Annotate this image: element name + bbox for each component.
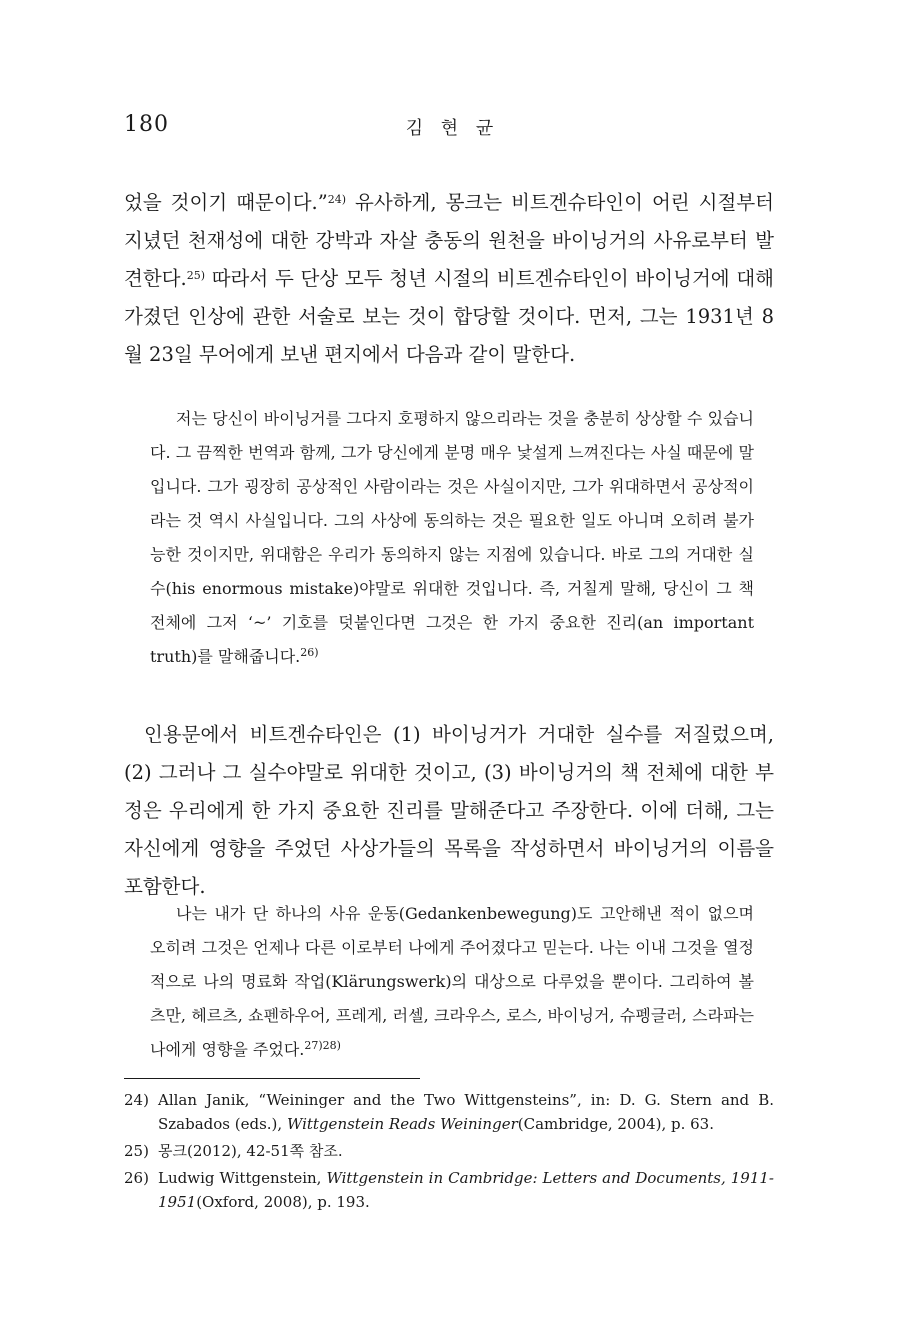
footnote-ref-25[interactable]: 25) bbox=[186, 269, 206, 282]
footnote-text: (Oxford, 2008), p. 193. bbox=[196, 1193, 370, 1211]
footnote-number: 24) bbox=[124, 1091, 149, 1109]
page-number: 180 bbox=[124, 112, 169, 137]
paragraph-text: 었을 것이기 때문이다.” bbox=[124, 191, 328, 214]
footnote-25 bbox=[124, 1139, 774, 1163]
footnote-number: 26) bbox=[124, 1169, 149, 1187]
footnote-text: Allan Janik, “Weininger and the Two Wittgensteins”, in: D. G. Stern and B. Szabados (eds.), bbox=[158, 1091, 774, 1133]
footnote-title: Wittgenstein in Cambridge: Letters and Documents, 1911-1951 bbox=[158, 1169, 774, 1211]
footnote-text: 몽크(2012), 42-51쪽 참조. bbox=[158, 1142, 343, 1160]
paragraph-text: 유사하게, 몽크는 비트겐슈타인이 어린 시절부터 지녔던 천재성에 대한 강박과 자살 충동의 원천을 바이닝거의 사유로부터 발견한다. bbox=[124, 191, 774, 290]
block-quote bbox=[150, 402, 754, 674]
footnote-title: Wittgenstein Reads Weininger bbox=[286, 1115, 518, 1133]
body-paragraph bbox=[124, 184, 774, 374]
quote-text: 저는 당신이 바이닝거를 그다지 호평하지 않으리라는 것을 충분히 상상할 수 있습니다. 그 끔찍한 번역과 함께, 그가 당신에게 분명 매우 낯설게 느껴진다는 사실 때문에 말입니다. 그가 굉장히 공상적인 사람이라는 것은 사실이지만, 그가 위대하면서 공상적이라는 것 역시 사실입니다. 그의 사상에 동의하는 것은 필요한 일도 아니며 오히려 불가능한 것이지만, 위대함은 우리가 동의하지 않는 지점에 있습니다. 바로 그의 거대한 실수(his enormous mistake)야말로 위대한 것입니다. 즉, 거칠게 말해, 당신이 그 책 전체에 그저 ‘~’ 기호를 덧붙인다면 그것은 한 가지 중요한 진리(an important truth)를 말해줍니다. bbox=[150, 409, 754, 666]
body-paragraph: 인용문에서 비트겐슈타인은 (1) 바이닝거가 거대한 실수를 저질렀으며, (2) 그러나 그 실수야말로 위대한 것이고, (3) 바이닝거의 책 전체에 대한 부정은 우리에게 한 가지 중요한 진리를 말해준다고 주장한다. 이에 더해, 그는 자신에게 영향을 주었던 사상가들의 목록을 작성하면서 바이닝거의 이름을 포함한다. bbox=[124, 723, 774, 898]
footnote-ref-26[interactable]: 26) bbox=[300, 646, 319, 659]
paragraph-text: 따라서 두 단상 모두 청년 시절의 비트겐슈타인이 바이닝거에 대해 가졌던 인상에 관한 서술로 보는 것이 합당할 것이다. 먼저, 그는 1931년 8월 23일 무어에게 보낸 편지에서 다음과 같이 말한다. bbox=[124, 267, 774, 366]
footnotes bbox=[124, 1088, 774, 1217]
footnote-number: 25) bbox=[124, 1142, 149, 1160]
footnote-26 bbox=[124, 1166, 774, 1214]
footnote-ref-27-28[interactable]: 27)28) bbox=[304, 1039, 341, 1052]
footnote-ref-24[interactable]: 24) bbox=[327, 193, 347, 206]
running-head: 김 현 균 bbox=[405, 118, 500, 139]
block-quote bbox=[150, 897, 754, 1067]
quote-text: 나는 내가 단 하나의 사유 운동(Gedankenbewegung)도 고안해낸 적이 없으며 오히려 그것은 언제나 다른 이로부터 나에게 주어졌다고 믿는다. 나는 이내 그것을 열정적으로 나의 명료화 작업(Klärungswerk)의 대상으로 다루었을 뿐이다. 그리하여 볼츠만, 헤르츠, 쇼펜하우어, 프레게, 러셀, 크라우스, 로스, 바이닝거, 슈펭글러, 스라파는 나에게 영향을 주었다. bbox=[150, 904, 754, 1059]
footnote-text: Ludwig Wittgenstein, bbox=[158, 1169, 327, 1187]
footnote-24 bbox=[124, 1088, 774, 1136]
footnote-divider bbox=[124, 1078, 420, 1079]
footnote-text: (Cambridge, 2004), p. 63. bbox=[517, 1115, 714, 1133]
